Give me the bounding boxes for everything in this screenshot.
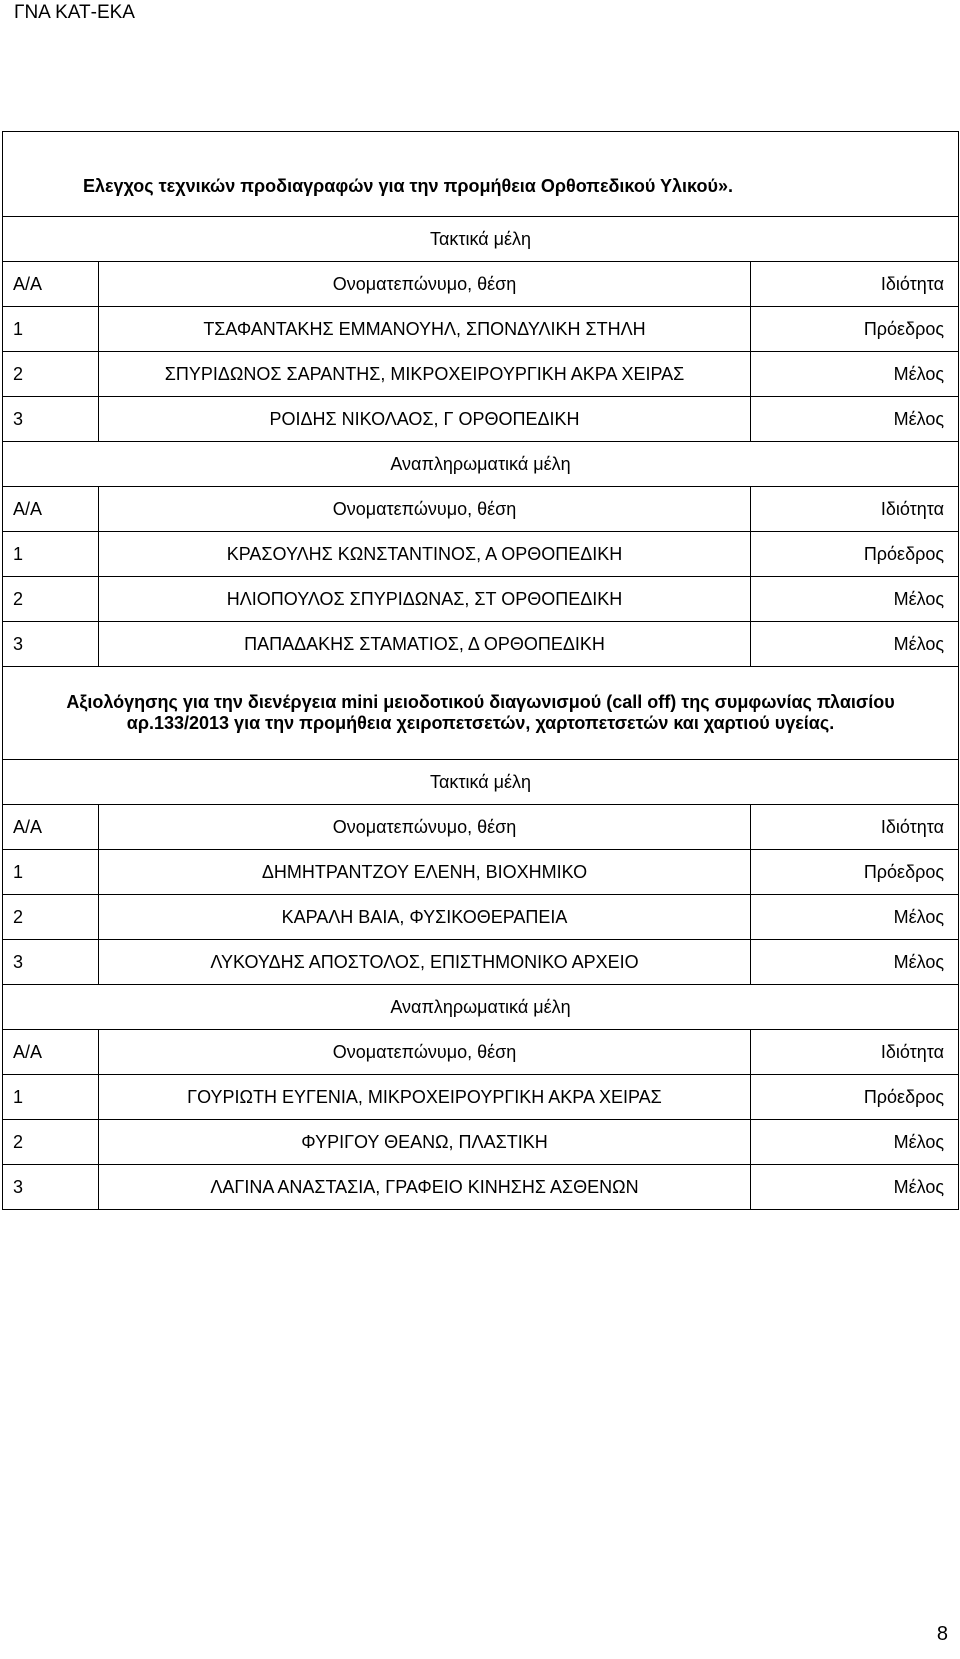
group-row	[3, 760, 959, 805]
column-header-row	[3, 262, 959, 307]
member-name: ΛΥΚΟΥΔΗΣ ΑΠΟΣΤΟΛΟΣ, ΕΠΙΣΤΗΜΟΝΙΚΟ ΑΡΧΕΙΟ	[99, 940, 751, 985]
table-row	[3, 622, 959, 667]
page-number: 8	[936, 1623, 948, 1645]
member-name: ΦΥΡΙΓΟΥ ΘΕΑΝΩ, ΠΛΑΣΤΙΚΗ	[99, 1120, 751, 1165]
regular-members-label: Τακτικά μέλη	[3, 760, 959, 805]
table-row	[3, 850, 959, 895]
member-role: Πρόεδρος	[751, 307, 959, 352]
member-name: ΚΑΡΑΛΗ ΒΑΙΑ, ΦΥΣΙΚΟΘΕΡΑΠΕΙΑ	[99, 895, 751, 940]
column-header-aa: Α/Α	[3, 487, 99, 532]
table-row	[3, 532, 959, 577]
document-header: ΓΝΑ ΚΑΤ-ΕΚΑ	[14, 2, 135, 23]
member-role: Μέλος	[751, 940, 959, 985]
row-number: 1	[3, 532, 99, 577]
table-row	[3, 1165, 959, 1210]
row-number: 3	[3, 622, 99, 667]
column-header-name: Ονοματεπώνυμο, θέση	[99, 262, 751, 307]
column-header-row	[3, 805, 959, 850]
member-role: Πρόεδρος	[751, 850, 959, 895]
column-header-role: Ιδιότητα	[751, 487, 959, 532]
section-title-row	[3, 132, 959, 217]
member-name: ΚΡΑΣΟΥΛΗΣ ΚΩΝΣΤΑΝΤΙΝΟΣ, Α ΟΡΘΟΠΕΔΙΚΗ	[99, 532, 751, 577]
row-number: 3	[3, 397, 99, 442]
row-number: 2	[3, 577, 99, 622]
row-number: 1	[3, 850, 99, 895]
table-row	[3, 940, 959, 985]
member-role: Μέλος	[751, 577, 959, 622]
row-number: 2	[3, 352, 99, 397]
member-name: ΤΣΑΦΑΝΤΑΚΗΣ ΕΜΜΑΝΟΥΗΛ, ΣΠΟΝΔΥΛΙΚΗ ΣΤΗΛΗ	[99, 307, 751, 352]
row-number: 3	[3, 940, 99, 985]
table-row	[3, 1120, 959, 1165]
column-header-role: Ιδιότητα	[751, 1030, 959, 1075]
column-header-role: Ιδιότητα	[751, 262, 959, 307]
member-role: Μέλος	[751, 352, 959, 397]
committee-table	[2, 131, 959, 1210]
member-role: Μέλος	[751, 1120, 959, 1165]
member-role: Μέλος	[751, 397, 959, 442]
column-header-row	[3, 1030, 959, 1075]
member-role: Πρόεδρος	[751, 532, 959, 577]
column-header-aa: Α/Α	[3, 262, 99, 307]
member-role: Μέλος	[751, 622, 959, 667]
regular-members-label: Τακτικά μέλη	[3, 217, 959, 262]
column-header-row	[3, 487, 959, 532]
column-header-aa: Α/Α	[3, 1030, 99, 1075]
table-row	[3, 895, 959, 940]
member-name: ΗΛΙΟΠΟΥΛΟΣ ΣΠΥΡΙΔΩΝΑΣ, ΣΤ ΟΡΘΟΠΕΔΙΚΗ	[99, 577, 751, 622]
section-title: Ελεγχος τεχνικών προδιαγραφών για την προμήθεια Ορθοπεδικού Υλικού».	[3, 132, 959, 217]
member-name: ΔΗΜΗΤΡΑΝΤΖΟΥ ΕΛΕΝΗ, ΒΙΟΧΗΜΙΚΟ	[99, 850, 751, 895]
member-name: ΡΟΙΔΗΣ ΝΙΚΟΛΑΟΣ, Γ ΟΡΘΟΠΕΔΙΚΗ	[99, 397, 751, 442]
row-number: 3	[3, 1165, 99, 1210]
member-role: Πρόεδρος	[751, 1075, 959, 1120]
column-header-aa: Α/Α	[3, 805, 99, 850]
section-title: Αξιολόγησης για την διενέργεια mini μειοδοτικού διαγωνισμού (call off) της συμφωνίας πλαισίου αρ.133/2013 για την προμήθεια χειροπετσετών, χαρτοπετσετών και χαρτιού υγείας.	[3, 667, 959, 760]
column-header-name: Ονοματεπώνυμο, θέση	[99, 1030, 751, 1075]
section-title-row	[3, 667, 959, 760]
row-number: 2	[3, 1120, 99, 1165]
table-row	[3, 577, 959, 622]
alternate-members-label: Αναπληρωματικά μέλη	[3, 985, 959, 1030]
row-number: 1	[3, 1075, 99, 1120]
member-name: ΣΠΥΡΙΔΩΝΟΣ ΣΑΡΑΝΤΗΣ, ΜΙΚΡΟΧΕΙΡΟΥΡΓΙΚΗ ΑΚΡΑ ΧΕΙΡΑΣ	[99, 352, 751, 397]
group-row	[3, 442, 959, 487]
table-row	[3, 397, 959, 442]
member-role: Μέλος	[751, 1165, 959, 1210]
member-name: ΠΑΠΑΔΑΚΗΣ ΣΤΑΜΑΤΙΟΣ, Δ ΟΡΘΟΠΕΔΙΚΗ	[99, 622, 751, 667]
alternate-members-label: Αναπληρωματικά μέλη	[3, 442, 959, 487]
group-row	[3, 985, 959, 1030]
member-role: Μέλος	[751, 895, 959, 940]
row-number: 1	[3, 307, 99, 352]
column-header-role: Ιδιότητα	[751, 805, 959, 850]
table-row	[3, 352, 959, 397]
member-name: ΛΑΓΙΝΑ ΑΝΑΣΤΑΣΙΑ, ΓΡΑΦΕΙΟ ΚΙΝΗΣΗΣ ΑΣΘΕΝΩΝ	[99, 1165, 751, 1210]
column-header-name: Ονοματεπώνυμο, θέση	[99, 805, 751, 850]
group-row	[3, 217, 959, 262]
row-number: 2	[3, 895, 99, 940]
table-row	[3, 307, 959, 352]
member-name: ΓΟΥΡΙΩΤΗ ΕΥΓΕΝΙΑ, ΜΙΚΡΟΧΕΙΡΟΥΡΓΙΚΗ ΑΚΡΑ ΧΕΙΡΑΣ	[99, 1075, 751, 1120]
table-row	[3, 1075, 959, 1120]
column-header-name: Ονοματεπώνυμο, θέση	[99, 487, 751, 532]
